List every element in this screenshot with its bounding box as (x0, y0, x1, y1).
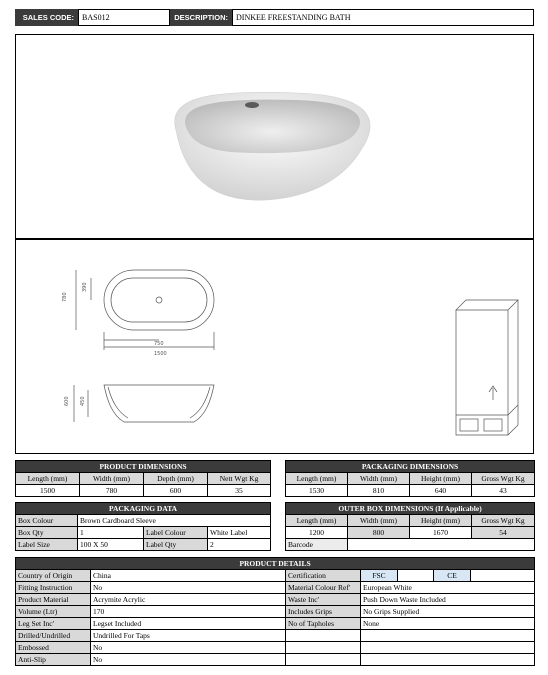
ob-header-weight: Gross Wgt Kg (472, 515, 535, 527)
pd-header-weight: Nett Wgt Kg (208, 473, 271, 485)
ob-header-height: Height (mm) (410, 515, 472, 527)
sales-code-value: BAS012 (78, 9, 170, 26)
pd-left-label-3: Volume (Ltr) (16, 606, 91, 618)
box-colour-value: Brown Cardboard Sleeve (78, 515, 271, 527)
box-qty-label: Box Qty (16, 527, 78, 539)
arrow-up-icon (489, 386, 497, 400)
pd-left-label-1: Fitting Instruction (16, 582, 91, 594)
dim-inner-label: 750 (154, 341, 164, 347)
pd-left-label-7: Anti-Slip (16, 654, 91, 666)
pkg-value-length: 1530 (286, 485, 348, 497)
pd-left-label-5: Drilled/Undrilled (16, 630, 91, 642)
packaging-dimensions-table (285, 460, 535, 497)
product-image-panel (15, 34, 534, 239)
dim-depth-label: 600 (64, 396, 70, 406)
cert-ce: CE (434, 570, 471, 582)
packaging-data-table (15, 502, 271, 551)
label-size-value: 100 X 50 (78, 539, 144, 551)
box-colour-label: Box Colour (16, 515, 78, 527)
ob-value-length: 1200 (286, 527, 348, 539)
product-details-table (15, 557, 535, 666)
pkg-value-weight: 43 (472, 485, 535, 497)
sales-code-label: SALES CODE: (15, 9, 78, 26)
ob-header-width: Width (mm) (348, 515, 410, 527)
label-qty-value: 2 (208, 539, 271, 551)
pd-left-value-3: 170 (91, 606, 286, 618)
pd-left-value-5: Undrilled For Taps (91, 630, 286, 642)
pd-value-weight: 35 (208, 485, 271, 497)
pd-left-label-2: Product Material (16, 594, 91, 606)
pkg-header-width: Width (mm) (348, 473, 410, 485)
outer-box-title: OUTER BOX DIMENSIONS (If Applicable) (286, 503, 535, 515)
pd-right-value-3: None (361, 618, 535, 630)
pd-left-value-1: No (91, 582, 286, 594)
pd-right-label-1: Waste Inc' (286, 594, 361, 606)
pkg-value-height: 640 (410, 485, 472, 497)
product-dimensions-table (15, 460, 271, 497)
ob-value-width: 800 (348, 527, 410, 539)
pd-header-width: Width (mm) (80, 473, 144, 485)
pkg-header-weight: Gross Wgt Kg (472, 473, 535, 485)
pkg-header-height: Height (mm) (410, 473, 472, 485)
pd-left-label-6: Embossed (16, 642, 91, 654)
pd-left-value-6: No (91, 642, 286, 654)
ob-header-length: Length (mm) (286, 515, 348, 527)
pd-right-label-0: Material Colour Ref' (286, 582, 361, 594)
bath-image (16, 35, 533, 238)
pd-right-label-3: No of Tapholes (286, 618, 361, 630)
pd-right-value-1: Push Down Waste Included (361, 594, 535, 606)
description-label: DESCRIPTION: (170, 9, 232, 26)
pd-value-depth: 600 (144, 485, 208, 497)
pd-left-value-7: No (91, 654, 286, 666)
pd-right-value-2: No Grips Supplied (361, 606, 535, 618)
pd-value-length: 1500 (16, 485, 80, 497)
pd-left-value-0: China (91, 570, 286, 582)
pd-left-value-2: Acrymite Acrylic (91, 594, 286, 606)
pd-right-value-0: European White (361, 582, 535, 594)
product-details-title: PRODUCT DETAILS (16, 558, 535, 570)
barcode-value (348, 539, 535, 551)
packaging-data-title: PACKAGING DATA (16, 503, 271, 515)
certification-label: Certification (286, 570, 361, 582)
pd-left-label-0: Country of Origin (16, 570, 91, 582)
label-colour-label: Label Colour (144, 527, 208, 539)
label-colour-value: White Label (208, 527, 271, 539)
dim-small-label: 390 (82, 282, 88, 292)
technical-drawing (16, 240, 533, 453)
plan-view-inner (111, 278, 207, 322)
product-dimensions-title: PRODUCT DIMENSIONS (16, 461, 271, 473)
label-qty-label: Label Qty (144, 539, 208, 551)
dim-inner-depth-label: 450 (80, 396, 86, 406)
packaging-dimensions-title: PACKAGING DIMENSIONS (286, 461, 535, 473)
pd-left-value-4: Legset Included (91, 618, 286, 630)
pd-header-depth: Depth (mm) (144, 473, 208, 485)
description-value: DINKEE FREESTANDING BATH (232, 9, 534, 26)
label-size-label: Label Size (16, 539, 78, 551)
box-qty-value: 1 (78, 527, 144, 539)
pkg-header-length: Length (mm) (286, 473, 348, 485)
pkg-value-width: 810 (348, 485, 410, 497)
pd-right-label-2: Includes Grips (286, 606, 361, 618)
ob-value-height: 1670 (410, 527, 472, 539)
ob-value-weight: 54 (472, 527, 535, 539)
technical-drawing-panel (15, 239, 534, 454)
outer-box-table (285, 502, 535, 551)
pd-left-label-4: Leg Set Inc' (16, 618, 91, 630)
barcode-label: Barcode (286, 539, 348, 551)
side-view-outline (104, 385, 214, 422)
dim-width-label: 780 (62, 292, 68, 302)
plan-view-outline (104, 270, 214, 330)
pd-value-width: 780 (80, 485, 144, 497)
dim-length-label: 1500 (154, 351, 167, 357)
packaging-box (456, 300, 518, 415)
pd-header-length: Length (mm) (16, 473, 80, 485)
cert-fsc: FSC (361, 570, 398, 582)
